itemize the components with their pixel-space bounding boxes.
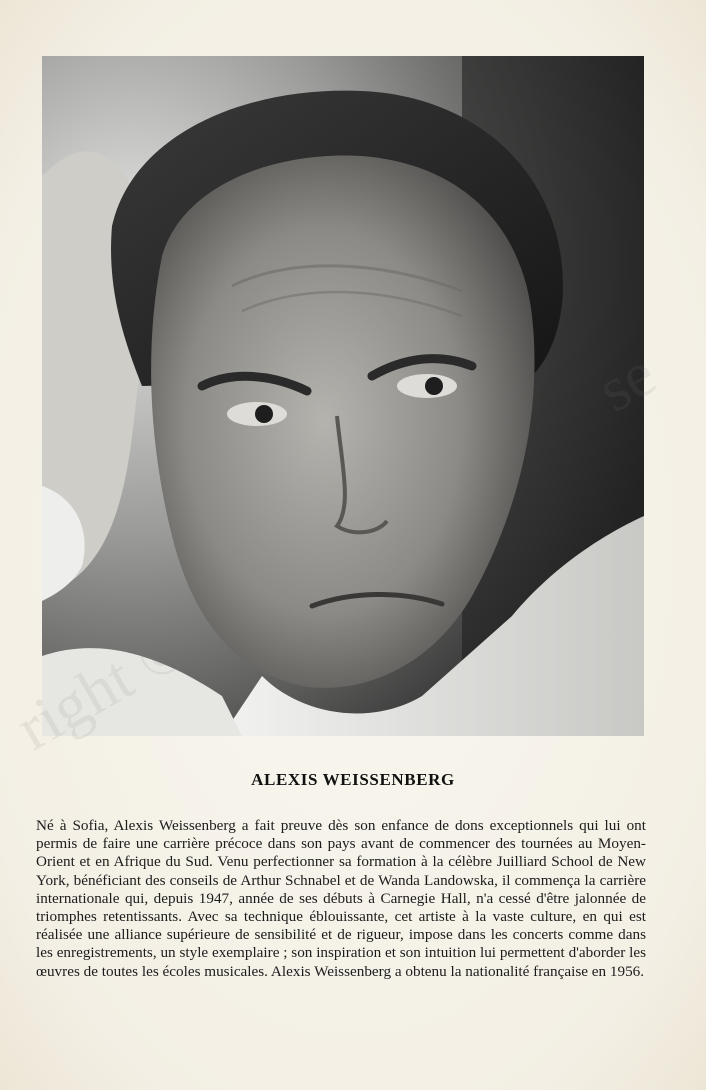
artist-biography: Né à Sofia, Alexis Weissenberg a fait preuve dès son enfance de dons exceptionnels qui lui ont permis de faire une carrière précoce dans son pays avant de commencer des tournées au Moyen-Orient et en Afrique du Sud. Venu perfectionner sa formation à la célèbre Juilliard School de New York, bénéficiant des conseils de Arthur Schnabel et de Wanda Landowska, il commença la carrière internationale qui, depuis 1947, année de ses débuts à Carnegie Hall, n'a cessé d'être jalonnée de triomphes retentissants. Avec sa technique éblouissante, cet artiste à la vaste culture, en qui est réalisée une alliance supérieure de sensibilité et de rigueur, impose dans les concerts comme dans les enregistrements, un style exemplaire ; son inspiration et son intuition lui permettent d'aborder les œuvres de toutes les écoles musicales. Alexis Weissenberg a obtenu la nationalité française en 1956. [36, 817, 646, 980]
portrait-image [42, 56, 644, 736]
artist-name-heading: ALEXIS WEISSENBERG [251, 770, 455, 789]
portrait-photo [42, 56, 644, 736]
